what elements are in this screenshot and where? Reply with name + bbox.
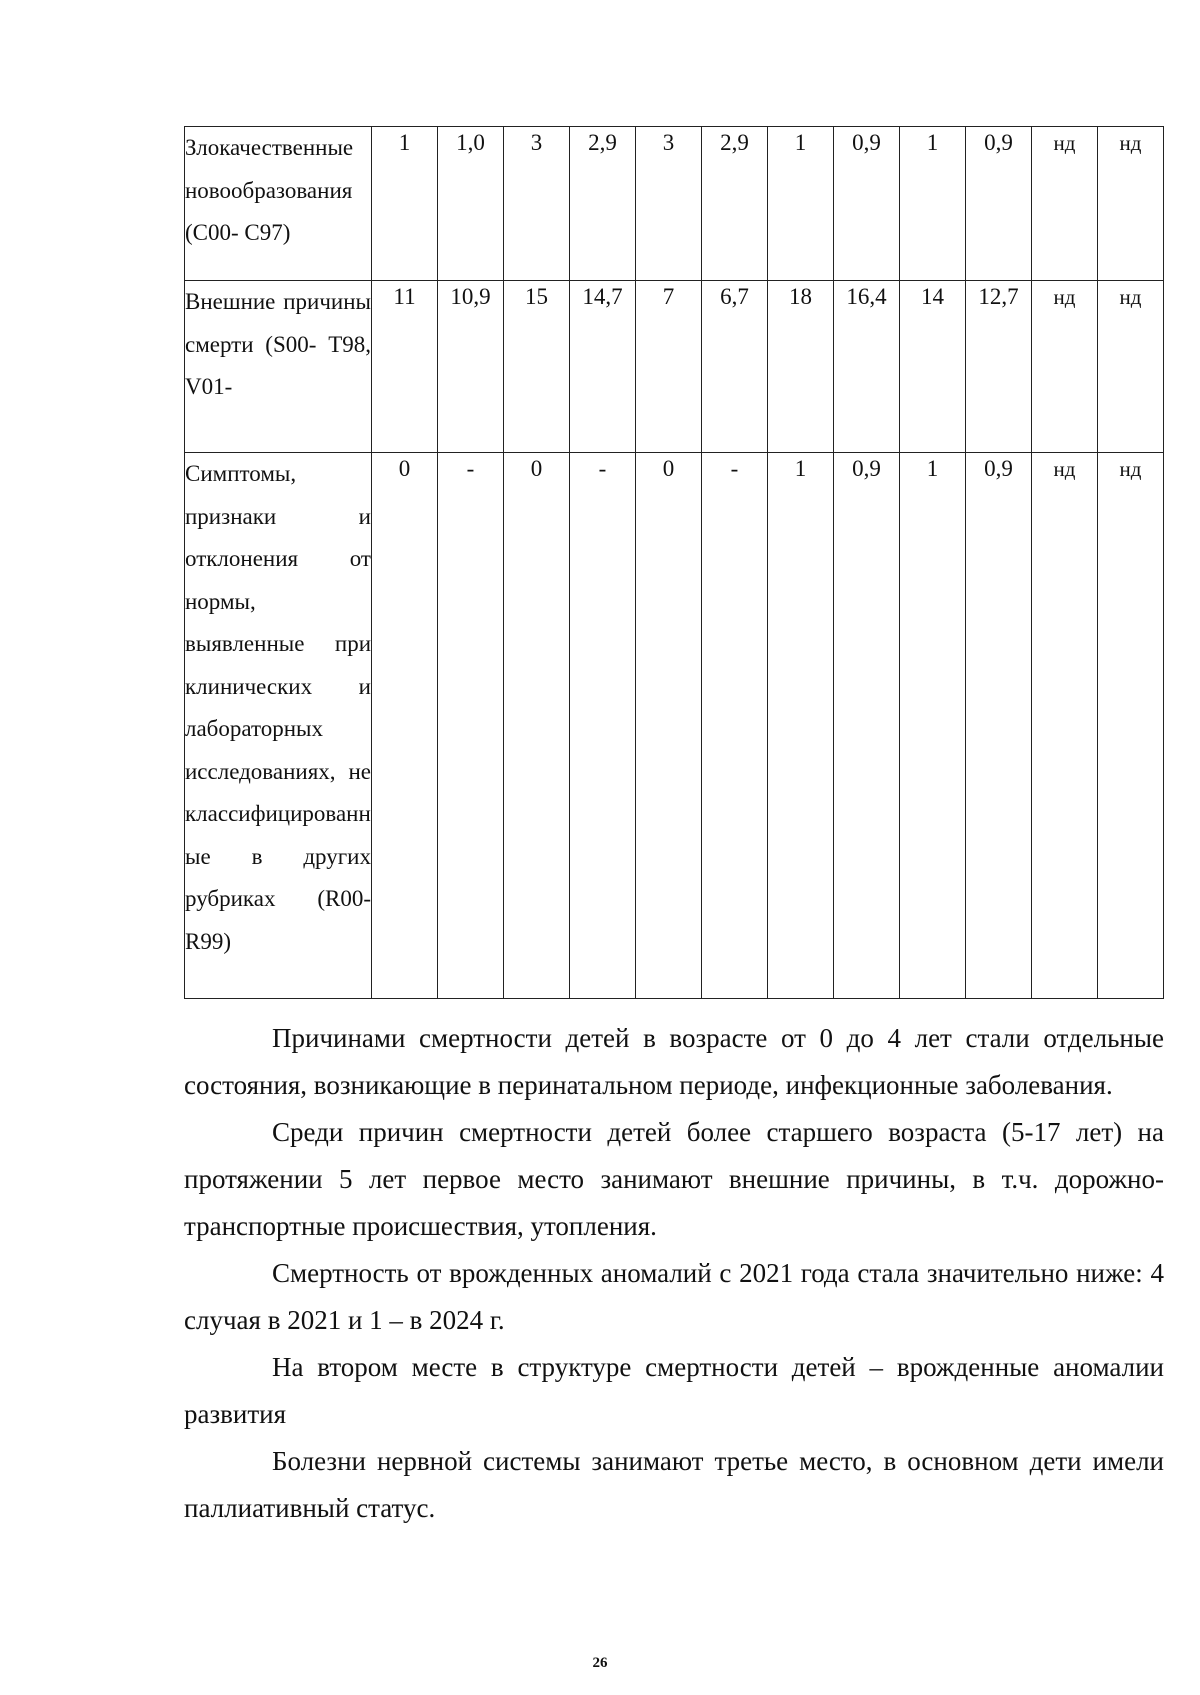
table-cell: нд	[1032, 281, 1098, 453]
table-cell: -	[570, 453, 636, 999]
table-cell: 0,9	[834, 127, 900, 281]
table-cell: 1	[900, 127, 966, 281]
mortality-table-body	[185, 127, 1164, 999]
table-cell: 6,7	[702, 281, 768, 453]
table-cell: 0,9	[966, 453, 1032, 999]
paragraph: Среди причин смертности детей более старшего возраста (5-17 лет) на протяжении 5 лет первое место занимают внешние причины, в т.ч. дорожно-транспортные происшествия, утопления.	[184, 1117, 1164, 1241]
table-row	[185, 281, 1164, 453]
table-cell: нд	[1032, 127, 1098, 281]
table-cell: нд	[1098, 453, 1164, 999]
table-cell: 1,0	[438, 127, 504, 281]
table-cell: -	[702, 453, 768, 999]
table-cell: 16,4	[834, 281, 900, 453]
table-cell: 2,9	[702, 127, 768, 281]
table-cell: 10,9	[438, 281, 504, 453]
table-cell: 3	[636, 127, 702, 281]
table-cell: 0	[372, 453, 438, 999]
table-cell: 14,7	[570, 281, 636, 453]
table-cell: 2,9	[570, 127, 636, 281]
mortality-table	[184, 126, 1164, 999]
row-label: Внешние причины смерти (S00- Т98, V01-	[185, 281, 372, 453]
paragraph: На втором месте в структуре смертности детей – врожденные аномалии развития	[184, 1352, 1164, 1429]
table-cell: 1	[372, 127, 438, 281]
table-cell: 0	[636, 453, 702, 999]
row-label: Злокачественные новообразования (С00- С97)	[185, 127, 372, 281]
table-cell: нд	[1098, 127, 1164, 281]
table-cell: 1	[768, 127, 834, 281]
table-cell: нд	[1098, 281, 1164, 453]
table-cell: 7	[636, 281, 702, 453]
table-cell: 12,7	[966, 281, 1032, 453]
table-cell: 1	[768, 453, 834, 999]
table-cell: 15	[504, 281, 570, 453]
paragraph: Причинами смертности детей в возрасте от 0 до 4 лет стали отдельные состояния, возникающие в перинатальном периоде, инфекционные заболевания.	[184, 1023, 1164, 1100]
table-cell: 1	[900, 453, 966, 999]
body-text	[184, 1015, 1164, 1532]
table-cell: 14	[900, 281, 966, 453]
paragraph: Смертность от врожденных аномалий с 2021 года стала значительно ниже: 4 случая в 2021 и 1 – в 2024 г.	[184, 1258, 1164, 1335]
table-cell: 0	[504, 453, 570, 999]
table-cell: -	[438, 453, 504, 999]
table-cell: 11	[372, 281, 438, 453]
table-row	[185, 127, 1164, 281]
table-cell: 18	[768, 281, 834, 453]
table-cell: 0,9	[834, 453, 900, 999]
table-row	[185, 453, 1164, 999]
table-cell: 3	[504, 127, 570, 281]
paragraph: Болезни нервной системы занимают третье место, в основном дети имели паллиативный статус.	[184, 1446, 1164, 1523]
table-cell: нд	[1032, 453, 1098, 999]
page-number: 26	[592, 1655, 608, 1671]
row-label: Симптомы, признаки и отклонения от нормы, выявленные при клинических и лабораторных исследованиях, не классифицированные в других рубриках (R00- R99)	[185, 453, 372, 999]
table-cell: 0,9	[966, 127, 1032, 281]
